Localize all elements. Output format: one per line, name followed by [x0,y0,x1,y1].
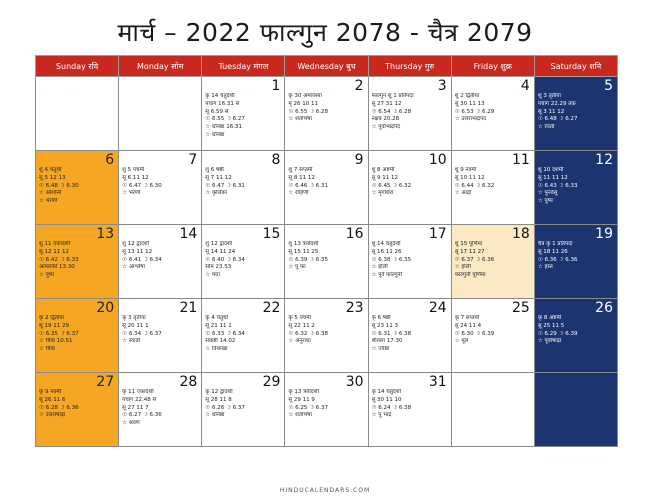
panchang-line: ☆ हस्त [537,264,553,271]
panchang-line: ☆ पू भाद्र [371,412,392,419]
day-cell [368,225,451,299]
panchang-line: ☆ श्रवण [122,420,140,427]
panchang-line: ☆ मृगशिरा [371,190,394,197]
panchang-line: सू 24 11 4 [454,322,482,329]
day-cell [534,77,617,151]
calendar-body [36,77,618,447]
day-number: 27 [96,374,115,390]
week-row [36,151,618,225]
panchang-line: कृ 14 चतुर्दशी [205,93,235,99]
day-cell [285,299,368,373]
panchang-line: ☆ चित्रा [39,346,56,353]
panchang-line: ☆ होली [371,264,388,271]
month-grid [35,55,618,447]
day-number: 14 [179,226,198,242]
panchang-line: सू 10 11 12 [454,174,485,181]
panchang-line: ☉ 6.24 ☽ 6.38 [371,404,412,411]
panchang-line: ☆ पूर्व फाल्गुनी [371,272,403,279]
day-cell [202,299,285,373]
panchang-line: कृ 14 चतुर्दशी [371,389,401,395]
panchang-line: ☆ रेवती [537,124,555,131]
day-cell [451,299,534,373]
panchang-line: फाल्गुनी पूर्णिमा [454,272,486,279]
panchang-line: ☉ 6.53 ☽ 6.29 [454,108,495,115]
day-cell [285,373,368,447]
panchang-details [372,241,449,280]
panchang-line: सू 27 11 7 [122,404,149,411]
panchang-line: कृ 13 त्रयोदशी [288,389,319,395]
panchang-line: चैत्र कृ 1 प्रतिपदा [537,241,573,247]
panchang-details [372,389,449,420]
panchang-line: ☉ 6.45 ☽ 6.32 [371,182,412,189]
panchang-line: सू 12 11 12 [39,248,69,255]
panchang-line: सू 28 11 8 [205,396,232,403]
day-cell [36,299,119,373]
panchang-line: पंचांग 16.31 से [205,100,240,107]
panchang-line: शु 12 द्वादशी [122,241,150,247]
panchang-line: सू 19 11 29 [39,322,69,329]
panchang-line: ☉ 6.38 ☽ 6.35 [371,256,412,263]
panchang-line: ☆ भरणी [122,190,141,197]
day-number: 17 [428,226,447,242]
panchang-line: ☆ उत्तराषाढ़ा [39,412,66,419]
panchang-details [205,167,282,198]
empty-day-cell [534,373,617,447]
panchang-line: कृ 8 अष्टमी [537,315,562,321]
day-cell [285,225,368,299]
calendar-title: मार्च – 2022 फाल्गुन 2078 - चैत्र 2079 [117,18,533,47]
day-number: 30 [345,374,364,390]
panchang-line: ☆ पू फा [288,264,306,271]
panchang-line: ☆ होली [454,264,471,271]
panchang-line: सू 23 11 3 [371,322,399,329]
week-row [36,299,618,373]
weekday-header-wednesday: Wednesday बुध [285,56,368,77]
panchang-line: सू 14 11 24 [205,248,236,255]
day-number: 16 [345,226,364,242]
day-cell [451,225,534,299]
panchang-line: सू 17 11 27 [454,248,485,255]
day-number: 19 [595,226,613,242]
weekday-header-friday: Friday शुक्र [451,56,534,77]
day-number: 26 [595,300,613,316]
panchang-line: ☉ 6.41 ☽ 6.34 [122,256,162,263]
panchang-details [455,315,532,346]
day-number: 24 [428,300,447,316]
panchang-details [455,167,532,198]
panchang-details [288,315,365,346]
panchang-line: सू 30 11 10 [371,396,402,403]
panchang-details [122,241,199,272]
day-number: 12 [595,152,613,168]
panchang-line: पंचांग 22.29 तक [537,100,576,107]
panchang-line: ☆ मघा [205,272,220,279]
panchang-line: सोम 23.53 [205,264,232,271]
panchang-line: ☆ शतभिषा [288,412,312,419]
panchang-line: फाल्गुन शु 1 प्रतिपदा [371,93,414,99]
day-cell [368,299,451,373]
panchang-line: ☉ 6.33 ☽ 6.34 [205,330,245,337]
panchang-details [538,241,615,272]
panchang-line: ☆ स्वाती [122,338,141,345]
panchang-details [372,93,449,132]
day-cell [36,151,119,225]
panchang-line: सू 9 11 12 [371,174,399,181]
panchang-line: ☉ 6.48 ☽ 6.27 [537,116,578,123]
panchang-line: ☉ 6.39 ☽ 6.35 [288,256,329,263]
panchang-line: शु 10 दशमी [537,167,564,173]
day-number: 3 [437,78,447,94]
day-number: 10 [428,152,447,168]
panchang-line: ☆ शतभिषा [288,116,312,123]
week-row [36,77,618,151]
panchang-line: ☉ 6.47 ☽ 6.31 [205,182,245,189]
panchang-line: ☉ 6.55 ☽ 6.28 [288,108,329,115]
day-number: 29 [262,374,281,390]
panchang-line: सू 22 11 2 [288,322,315,329]
panchang-line: सू 7 11 12 [205,174,232,181]
panchang-details [288,167,365,198]
panchang-line: आमलकी 13.30 [39,264,75,271]
weekday-header-thursday: Thursday गुरु [368,56,451,77]
panchang-details [205,315,282,354]
day-cell [285,151,368,225]
day-cell [534,299,617,373]
panchang-line: सू 26 11 6 [39,396,66,403]
day-cell [202,373,285,447]
weekday-header-monday: Monday सोम [119,56,202,77]
panchang-line: सू 3 11 12 [537,108,565,115]
panchang-details [288,241,365,272]
panchang-line: ☆ पुष्य [39,272,54,279]
panchang-line: कृ 30 अमावस्या [288,93,322,99]
day-number: 8 [271,152,281,168]
panchang-line: शु 6 षष्ठी [205,167,224,173]
panchang-line: ☉ 6.55 ☽ 6.27 [205,116,245,123]
panchang-details [122,167,199,198]
panchang-line: सू 29 11 9 [288,396,315,403]
day-number: 11 [512,152,530,168]
panchang-details [288,389,365,420]
panchang-line: ☉ 6.54 ☽ 6.28 [371,108,412,115]
panchang-line: ☆ पूर्वाषाढ़ा [537,338,562,345]
panchang-line: ☆ पुष्य [537,198,553,205]
day-cell [119,373,202,447]
week-row [36,373,618,447]
day-cell [119,225,202,299]
panchang-line: ☆ भरणी [39,198,58,205]
day-number: 2 [354,78,364,94]
panchang-line: पंचांग 22.48 से [122,396,157,403]
day-cell [368,77,451,151]
panchang-line: ☉ 6.37 ☽ 6.36 [454,256,495,263]
panchang-line: कृ 6 षष्ठी [371,315,391,321]
day-number: 9 [354,152,364,168]
panchang-line: ☆ उत्तराभाद्रपद [454,116,487,123]
panchang-details [455,93,532,124]
panchang-line: सू 16 11 26 [371,248,402,255]
panchang-line: शु 3 तृतीया [537,93,561,99]
day-number: 7 [188,152,198,168]
day-cell [534,151,617,225]
panchang-details [122,389,199,428]
panchang-line: शु 14 चतुर्दशी [371,241,401,247]
day-cell [202,151,285,225]
panchang-line: शु 11 एकादशी [39,241,71,247]
day-number: 5 [604,78,613,94]
panchang-line: शु 12 द्वादशी [205,241,233,247]
panchang-line: शु 9 नवमी [454,167,477,173]
panchang-line: ☉ 6.40 ☽ 6.34 [205,256,245,263]
panchang-line: ☆ धनिष्ठा 16.31 [205,124,242,131]
panchang-line: ☆ आर्द्रा [454,190,472,197]
day-cell [202,225,285,299]
panchang-line: ☉ 6.35 ☽ 6.37 [39,330,79,337]
panchang-line: ☆ रोहिणी [288,190,309,197]
day-number: 21 [179,300,198,316]
day-number: 31 [428,374,447,390]
panchang-line: ☆ पुनर्वसु [537,190,558,197]
weekday-header-row [36,56,618,77]
panchang-details [538,315,615,346]
panchang-line: कृ 2 द्वितीया [39,315,64,321]
panchang-line: ☉ 6.36 ☽ 6.36 [537,256,578,263]
panchang-details [372,315,449,354]
panchang-line: शु 8 अष्टमी [371,167,395,173]
panchang-line: ☉ 6.26 ☽ 6.37 [205,404,245,411]
panchang-line: मृ 26 10 11 [288,100,318,107]
panchang-line: कृ 11 एकादशी [122,389,154,395]
day-number: 20 [96,300,115,316]
panchang-line: सू 18 11 26 [537,248,568,255]
website-footer: HINDUCALENDARS.COM [279,487,371,494]
day-cell [202,77,285,151]
empty-day-cell [36,77,119,151]
day-cell [36,225,119,299]
panchang-line: कृ 4 चतुर्थी [205,315,229,321]
panchang-details [288,93,365,124]
panchang-line: शु 15 पूर्णिमा [454,241,483,247]
panchang-line: ☆ विशाखा [205,346,228,353]
day-number: 4 [520,78,530,94]
panchang-line: शु 5 पंचमी [122,167,145,173]
panchang-details [372,167,449,198]
panchang-line: ☉ 6.27 ☽ 6.36 [122,412,162,419]
panchang-line: सू 6.59 से [205,108,229,115]
panchang-line: सू 8 11 12 [288,174,315,181]
panchang-line: ☉ 6.29 ☽ 6.39 [537,330,578,337]
day-number: 28 [179,374,198,390]
weekday-header-saturday: Saturday शनि [534,56,617,77]
week-row [36,225,618,299]
panchang-line: ☉ 6.47 ☽ 6.30 [122,182,162,189]
panchang-details [538,167,615,206]
panchang-line: सू 11 11 12 [537,174,568,181]
panchang-line: ☆ धनिष्ठा [205,412,225,419]
panchang-details [205,389,282,420]
weekday-header-sunday: Sunday रवि [36,56,119,77]
panchang-line: ☉ 6.31 ☽ 6.38 [371,330,412,337]
day-cell [119,151,202,225]
empty-day-cell [451,373,534,447]
panchang-line: सू 13 11 12 [122,248,153,255]
panchang-line: शु 13 त्रयोदशी [288,241,319,247]
panchang-line: सू 5 12 13 [39,174,66,181]
panchang-line: ☆ पूर्वाभाद्रपद [371,124,401,131]
panchang-line: सू 6 11 12 [122,174,149,181]
panchang-line: सू 20 11 1 [122,322,149,329]
panchang-line: ☉ 6.30 ☽ 6.39 [454,330,495,337]
panchang-line: ☉ 6.42 ☽ 6.33 [39,256,79,263]
day-number: 18 [512,226,530,242]
panchang-line: ☆ कृत्तिका [205,190,228,197]
panchang-line: ☉ 6.34 ☽ 6.37 [122,330,162,337]
panchang-details [39,389,116,420]
panchang-line: ☉ 6.32 ☽ 6.38 [288,330,329,337]
panchang-line: ☆ अश्विनी [39,190,62,197]
day-number: 1 [271,78,281,94]
weekday-header-tuesday: Tuesday मंगल [202,56,285,77]
day-number: 23 [345,300,364,316]
panchang-details [39,241,116,280]
panchang-line: कृ 9 नवमी [39,389,62,395]
panchang-line: ☉ 6.43 ☽ 6.33 [537,182,578,189]
day-number: 13 [96,226,115,242]
panchang-line: ☆ अनुराधा [288,338,311,345]
panchang-line: कृ 5 पंचमी [288,315,311,321]
panchang-details [538,93,615,132]
panchang-details [455,241,532,280]
panchang-line: कृ 7 सप्तमी [454,315,480,321]
panchang-line: ☉ 6.46 ☽ 6.31 [288,182,329,189]
day-cell [36,373,119,447]
panchang-line: शु 4 चतुर्थी [39,167,62,173]
panchang-line: कृ 3 तृतीया [122,315,146,321]
panchang-line: सू 30 11 13 [454,100,485,107]
panchang-line: संकष्टी 14.02 [205,338,236,345]
day-cell [451,77,534,151]
day-cell [534,225,617,299]
panchang-line: सू 25 11 5 [537,322,565,329]
panchang-line: ☆ चित्रा 10.51 [39,338,73,345]
panchang-details [122,315,199,346]
panchang-line: सू 21 11 1 [205,322,232,329]
panchang-details [39,167,116,206]
panchang-line: शु 2 द्वितीया [454,93,480,99]
day-number: 15 [262,226,281,242]
empty-day-cell [119,77,202,151]
day-number: 22 [262,300,281,316]
day-cell [451,151,534,225]
panchang-line: ☆ मूल [454,338,469,345]
panchang-line: सू 15 11 25 [288,248,319,255]
panchang-details [205,93,282,140]
day-number: 25 [512,300,530,316]
panchang-line: ☆ आश्लेषा [122,264,146,271]
panchang-line: ☉ 6.28 ☽ 6.36 [39,404,79,411]
panchang-line: ☉ 6.48 ☽ 6.30 [39,182,79,189]
panchang-line: ☆ ज्येष्ठा [371,346,390,353]
panchang-line: ☉ 6.25 ☽ 6.37 [288,404,329,411]
day-number: 6 [105,152,115,168]
day-cell [368,151,451,225]
panchang-line: ☉ 6.44 ☽ 6.32 [454,182,495,189]
panchang-details [39,315,116,354]
panchang-line: सू 27 31 12 [371,100,402,107]
day-cell [119,299,202,373]
day-cell [368,373,451,447]
panchang-line: कृ 12 द्वादशी [205,389,233,395]
panchang-line: शु 7 सप्तमी [288,167,313,173]
panchang-line: ☆ धनिष्ठा [205,131,225,138]
panchang-line: नक्षत्र 20.28 [371,116,400,123]
day-cell [285,77,368,151]
panchang-line: शीतला 17.30 [371,338,403,345]
panchang-details [205,241,282,280]
